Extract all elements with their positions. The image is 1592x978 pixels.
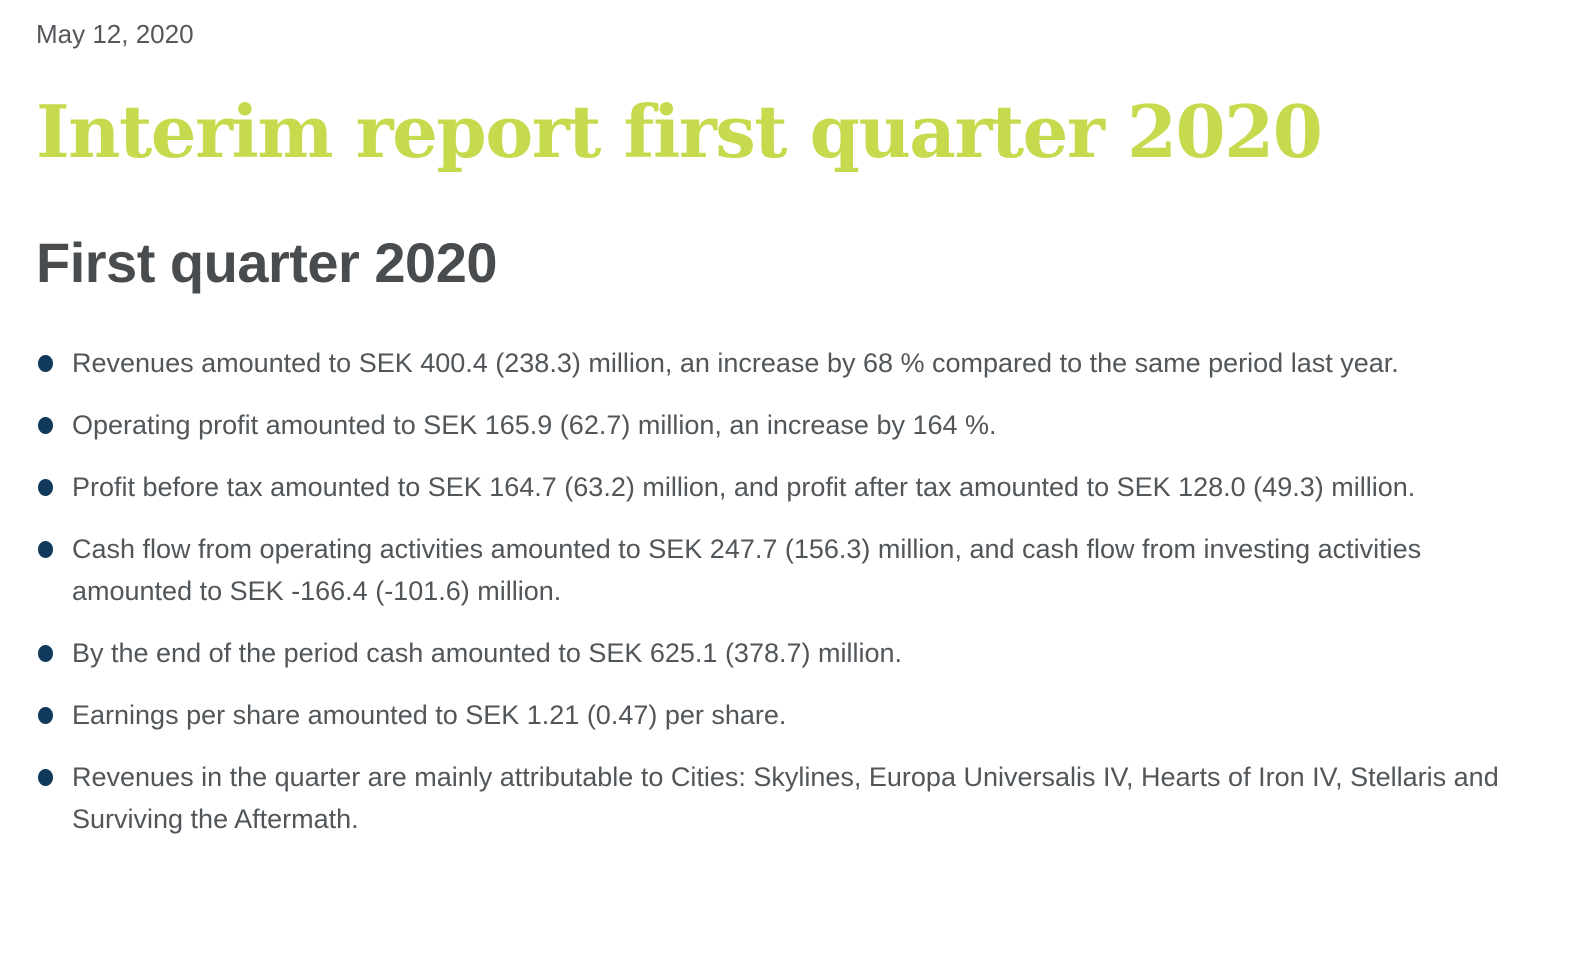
highlight-text: Profit before tax amounted to SEK 164.7 (63.2) million, and profit after tax amounted to SEK 128.0 (49.3) million. (72, 471, 1416, 502)
bullet-icon (38, 479, 53, 496)
highlight-text: Revenues amounted to SEK 400.4 (238.3) million, an increase by 68 % compared to the same period last year. (72, 347, 1399, 378)
highlight-item-revenue-attribution (36, 756, 1528, 840)
highlight-item-period-cash (36, 632, 1528, 674)
page-title: Interim report first quarter 2020 (36, 88, 1322, 174)
bullet-icon (38, 769, 53, 786)
section-heading: First quarter 2020 (36, 231, 497, 295)
bullet-icon (38, 355, 53, 372)
highlight-text: Operating profit amounted to SEK 165.9 (62.7) million, an increase by 164 %. (72, 409, 997, 440)
bullet-icon (38, 707, 53, 724)
highlight-text: By the end of the period cash amounted to SEK 625.1 (378.7) million. (72, 637, 903, 668)
highlight-item-cash-flow (36, 528, 1528, 612)
bullet-icon (38, 417, 53, 434)
highlight-text: Earnings per share amounted to SEK 1.21 (0.47) per share. (72, 699, 787, 730)
highlight-text: Revenues in the quarter are mainly attributable to Cities: Skylines, Europa Universalis IV, Hearts of Iron IV, Stellaris and Surviving the Aftermath. (72, 761, 1499, 834)
highlight-text: Cash flow from operating activities amounted to SEK 247.7 (156.3) million, and cash flow from investing activities amounted to SEK -166.4 (-101.6) million. (72, 533, 1422, 606)
highlight-item-revenues (36, 342, 1528, 384)
highlight-item-earnings-per-share (36, 694, 1528, 736)
bullet-icon (38, 645, 53, 662)
highlight-item-profit-before-tax (36, 466, 1528, 508)
highlight-item-operating-profit (36, 404, 1528, 446)
publish-date: May 12, 2020 (36, 19, 194, 49)
highlight-list (36, 342, 1528, 840)
bullet-icon (38, 541, 53, 558)
